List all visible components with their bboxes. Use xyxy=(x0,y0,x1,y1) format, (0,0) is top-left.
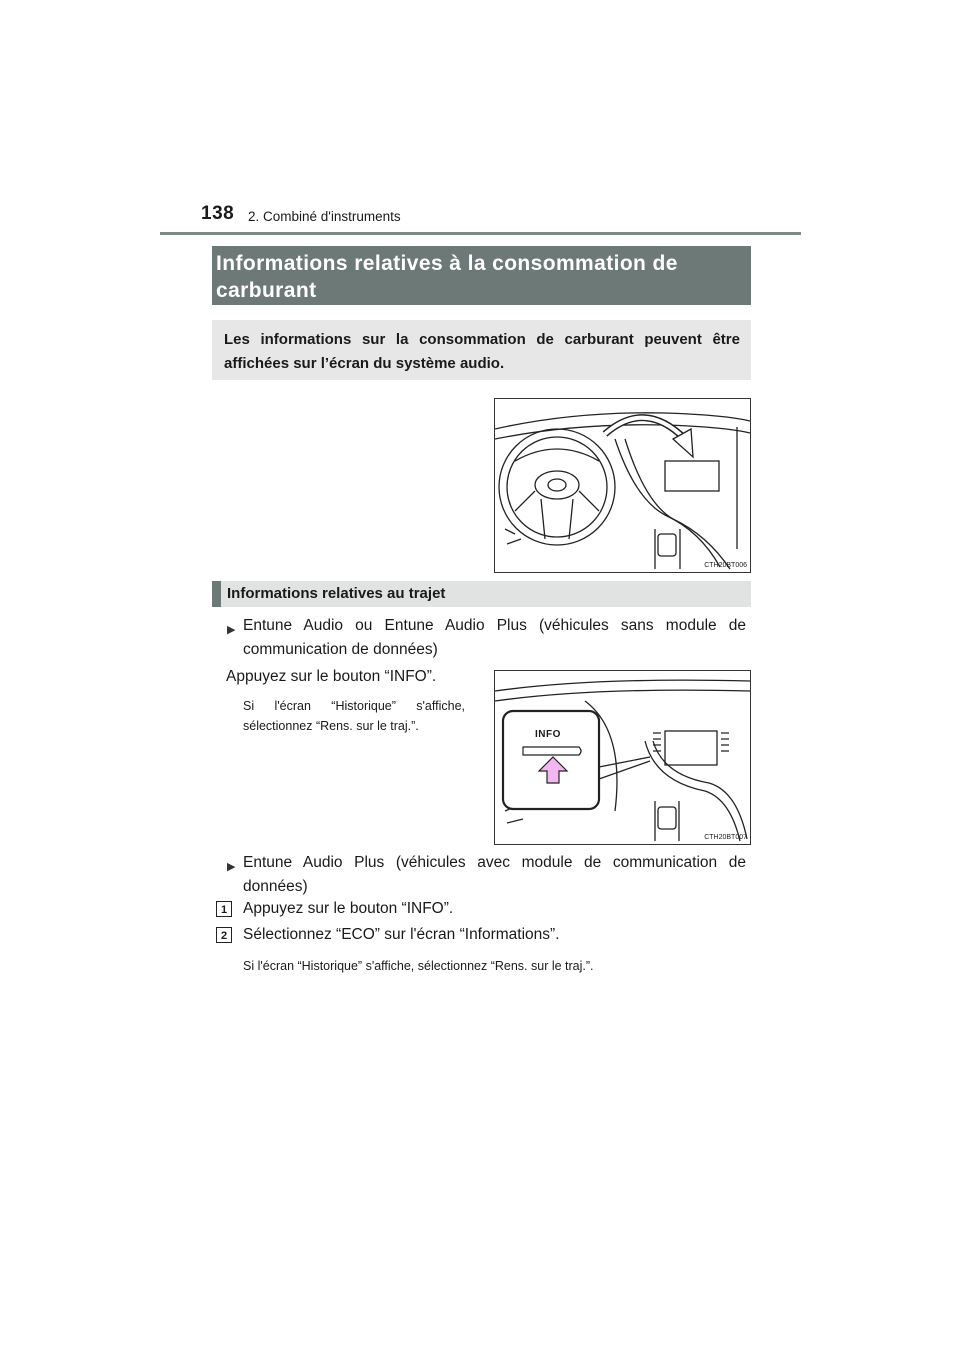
bullet-item-2 xyxy=(227,851,746,899)
subsection-header xyxy=(212,581,751,607)
step-number-1: 1 xyxy=(216,901,232,917)
step-text-1: Appuyez sur le bouton “INFO”. xyxy=(243,900,454,917)
figure-code: CTH20BT007 xyxy=(704,834,747,841)
info-button-label: INFO xyxy=(535,729,561,740)
intro-text: Les informations sur la consommation de carburant peuvent être affichées sur l’écran du système audio. xyxy=(224,331,740,372)
note-text: Si l'écran “Historique” s'affiche, sélectionnez “Rens. sur le traj.”. xyxy=(243,959,594,973)
intro-box xyxy=(212,320,751,380)
step-text-2: Sélectionnez “ECO” sur l'écran “Informations”. xyxy=(243,926,560,943)
figure-info-button xyxy=(494,670,751,845)
dashboard-illustration xyxy=(495,399,750,572)
note-text: Si l'écran “Historique” s'affiche, sélectionnez “Rens. sur le traj.”. xyxy=(243,699,465,733)
section-breadcrumb: 2. Combiné d'instruments xyxy=(248,209,401,224)
page-title: Informations relatives à la consommation de carburant xyxy=(216,252,678,302)
figure-dashboard-overview xyxy=(494,398,751,573)
triangle-bullet-icon: ▶ xyxy=(227,861,236,873)
bullet-text: Entune Audio ou Entune Audio Plus (véhicules sans module de communication de données) xyxy=(243,617,746,658)
subsection-title: Informations relatives au trajet xyxy=(227,585,446,602)
step-number-2: 2 xyxy=(216,927,232,943)
figure-code: CTH20BT006 xyxy=(704,562,747,569)
title-band xyxy=(212,246,751,305)
page-number: 138 xyxy=(201,203,235,224)
triangle-bullet-icon: ▶ xyxy=(227,624,236,636)
instruction-text: Appuyez sur le bouton “INFO”. xyxy=(226,668,437,685)
bullet-text: Entune Audio Plus (véhicules avec module de communication de données) xyxy=(243,854,746,895)
header-divider xyxy=(160,232,801,235)
bullet-item-1 xyxy=(227,614,746,662)
info-button-illustration xyxy=(495,671,750,844)
